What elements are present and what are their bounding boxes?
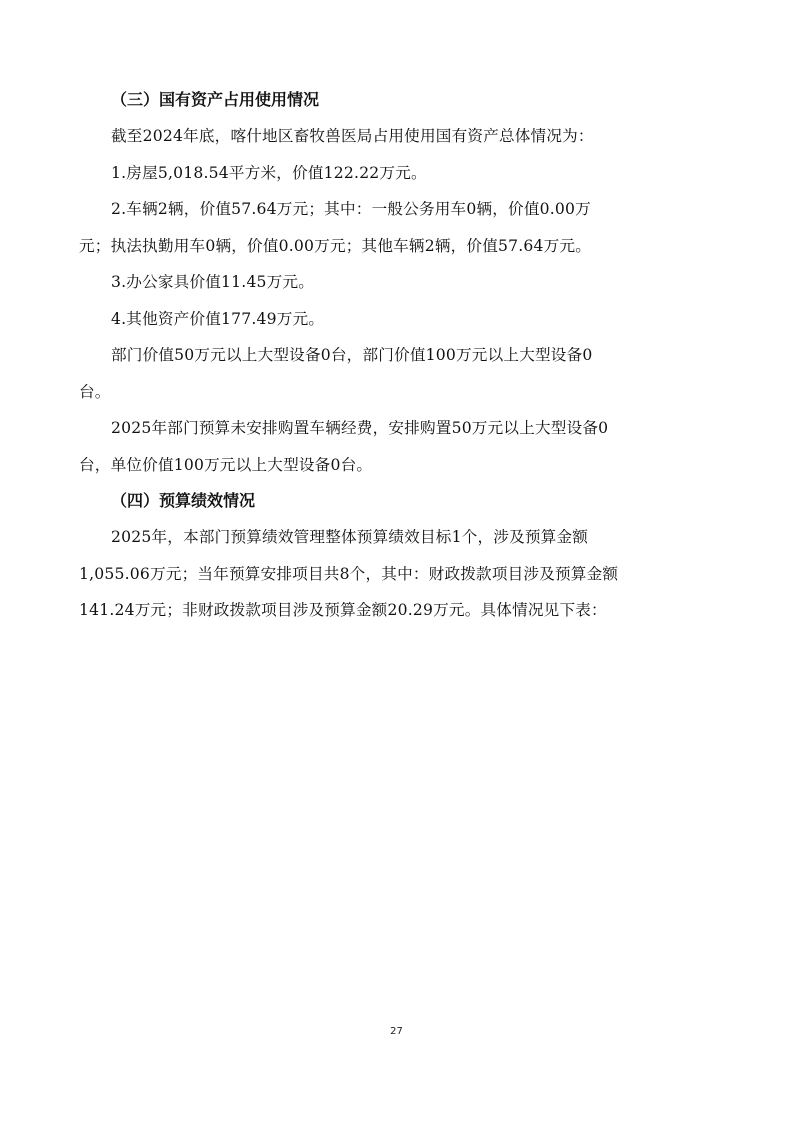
performance-line-3: 141.24万元；非财政拨款项目涉及预算金额20.29万元。具体情况见下表：	[79, 601, 607, 619]
asset-item-vehicles-line-2: 元；执法执勤用车0辆，价值0.00万元；其他车辆2辆，价值57.64万元。	[79, 236, 592, 255]
asset-item-other: 4.其他资产价值177.49万元。	[111, 309, 325, 328]
section-4-heading: （四）预算绩效情况	[111, 491, 256, 510]
page-content	[79, 82, 719, 629]
asset-item-housing: 1.房屋5,018.54平方米，价值122.22万元。	[111, 163, 427, 182]
performance-line-2: 1,055.06万元；当年预算安排项目共8个，其中：财政拨款项目涉及预算金额	[79, 564, 619, 583]
budget-purchase-line-2: 台，单位价值100万元以上大型设备0台。	[79, 455, 373, 474]
equipment-line-1: 部门价值50万元以上大型设备0台，部门价值100万元以上大型设备0	[111, 346, 593, 364]
asset-item-vehicles-line-1: 2.车辆2辆，价值57.64万元；其中：一般公务用车0辆，价值0.00万	[111, 200, 591, 218]
section-3-heading: （三）国有资产占用使用情况	[111, 90, 320, 109]
equipment-line-2: 台。	[79, 382, 111, 401]
asset-item-furniture: 3.办公家具价值11.45万元。	[111, 273, 315, 291]
performance-line-1: 2025年，本部门预算绩效管理整体预算绩效目标1个，涉及预算金额	[111, 528, 589, 546]
page-number: 27	[390, 1026, 403, 1037]
budget-purchase-line-1: 2025年部门预算未安排购置车辆经费，安排购置50万元以上大型设备0	[111, 419, 609, 437]
section-3-intro: 截至2024年底，喀什地区畜牧兽医局占用使用国有资产总体情况为：	[111, 127, 594, 145]
